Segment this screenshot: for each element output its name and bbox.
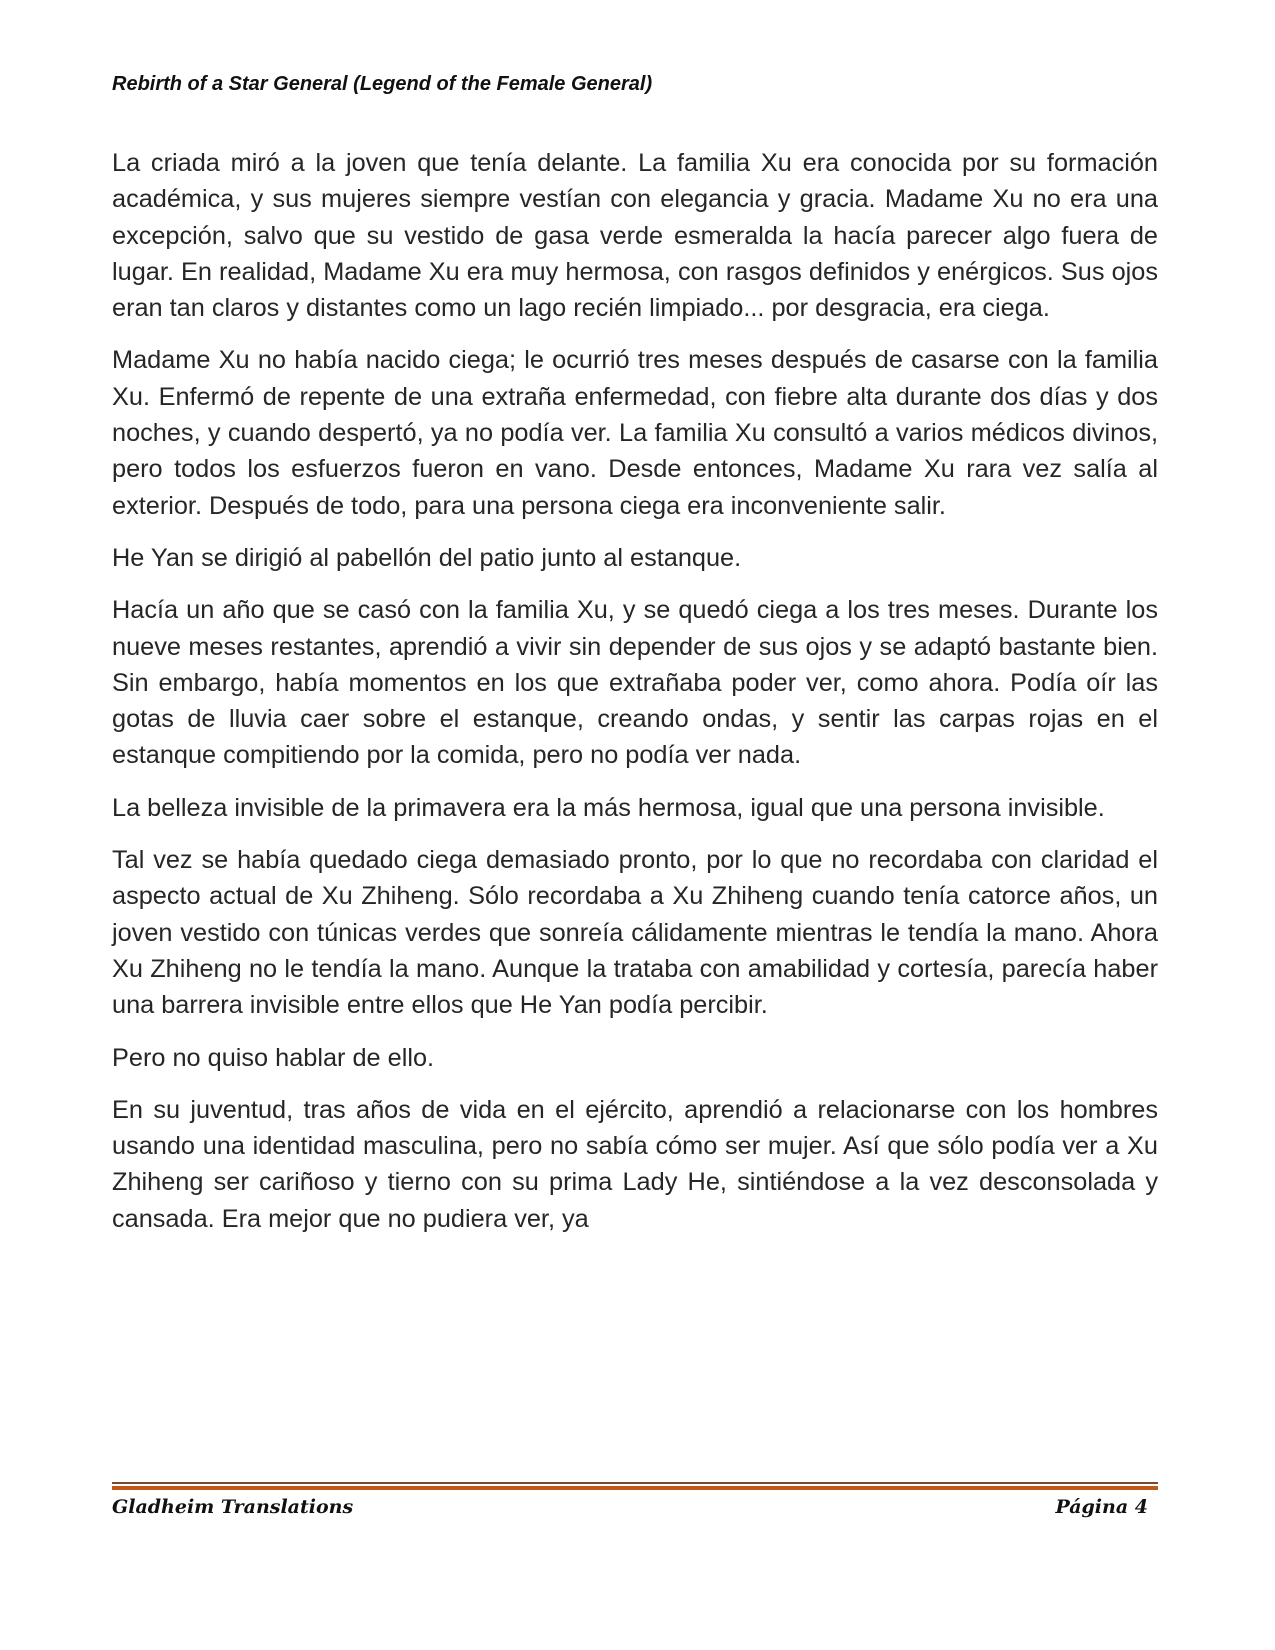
paragraph: Hacía un año que se casó con la familia Xu, y se quedó ciega a los tres meses. Durante los nueve meses restantes, aprendió a vivir sin depender de sus ojos y se adaptó bastante bien. Sin embargo, había momentos en los que extrañaba poder ver, como ahora. Podía oír las gotas de lluvia caer sobre el estanque, creando ondas, y sentir las carpas rojas en el estanque compitiendo por la comida, pero no podía ver nada. xyxy=(112,596,1158,770)
paragraph: La criada miró a la joven que tenía delante. La familia Xu era conocida por su formación académica, y sus mujeres siempre vestían con elegancia y gracia. Madame Xu no era una excepción, salvo que su vestido de gasa verde esmeralda la hacía parecer algo fuera de lugar. En realidad, Madame Xu era muy hermosa, con rasgos definidos y enérgicos. Sus ojos eran tan claros y distantes como un lago recién limpiado... por desgracia, era ciega. xyxy=(112,149,1158,323)
footer-divider xyxy=(112,1482,1158,1490)
paragraph: Pero no quiso hablar de ello. xyxy=(112,1043,435,1072)
footer-page-number: Página 4 xyxy=(1055,1496,1148,1518)
footer-divider-thick-line xyxy=(112,1486,1158,1490)
paragraph: Tal vez se había quedado ciega demasiado pronto, por lo que no recordaba con claridad el aspecto actual de Xu Zhiheng. Sólo recordaba a Xu Zhiheng cuando tenía catorce años, un joven vestido con túnicas verdes que sonreía cálidamente mientras le tendía la mano. Ahora Xu Zhiheng no le tendía la mano. Aunque la trataba con amabilidad y cortesía, parecía haber una barrera invisible entre ellos que He Yan podía percibir. xyxy=(112,846,1158,1020)
footer-publisher: Gladheim Translations xyxy=(112,1496,354,1518)
paragraph: Madame Xu no había nacido ciega; le ocurrió tres meses después de casarse con la familia Xu. Enfermó de repente de una extraña enfermedad, con fiebre alta durante dos días y dos noches, y cuando despertó, ya no podía ver. La familia Xu consultó a varios médicos divinos, pero todos los esfuerzos fueron en vano. Desde entonces, Madame Xu rara vez salía al exterior. Después de todo, para una persona ciega era inconveniente salir. xyxy=(112,346,1158,520)
paragraph: En su juventud, tras años de vida en el ejército, aprendió a relacionarse con los hombres usando una identidad masculina, pero no sabía cómo ser mujer. Así que sólo podía ver a Xu Zhiheng ser cariñoso y tierno con su prima Lady He, sintiéndose a la vez desconsolada y cansada. Era mejor que no pudiera ver, ya xyxy=(112,1095,1158,1233)
paragraph: He Yan se dirigió al pabellón del patio junto al estanque. xyxy=(112,543,742,572)
paragraph: La belleza invisible de la primavera era la más hermosa, igual que una persona invisible. xyxy=(112,793,1105,822)
body-text xyxy=(112,145,1158,1253)
header-title: Rebirth of a Star General (Legend of the Female General) xyxy=(112,73,653,95)
